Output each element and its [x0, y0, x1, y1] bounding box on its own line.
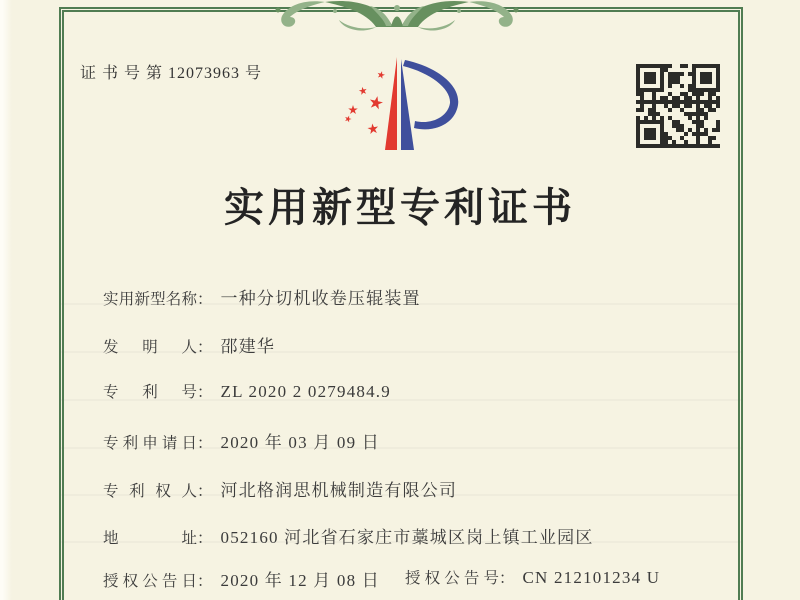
- field-colon: ：: [197, 384, 213, 401]
- field-value: 河北格润思机械制造有限公司: [220, 481, 458, 500]
- scan-artifact-line: [60, 494, 742, 496]
- scan-artifact-line: [60, 351, 742, 353]
- scan-artifact-line: [60, 447, 742, 449]
- field-colon: ：: [499, 570, 515, 587]
- field-row-patentee: [103, 476, 457, 501]
- field-colon: ：: [197, 573, 213, 590]
- field-value: 邵建华: [220, 337, 276, 356]
- logo-blue-mast: [401, 59, 414, 150]
- field-value: 2020 年 03 月 09 日: [220, 433, 380, 452]
- field-colon: ：: [197, 435, 213, 452]
- field-label: 专利申请日: [103, 435, 197, 452]
- field-label: 专利权人: [103, 483, 197, 500]
- logo-blue-bowl: [403, 60, 458, 129]
- field-row-address: [103, 523, 594, 548]
- field-label: 实用新型名称: [103, 291, 197, 308]
- field-colon: ：: [197, 339, 213, 356]
- field-value: 一种分切机收卷压辊装置: [220, 289, 421, 308]
- scan-artifact-line: [60, 399, 742, 401]
- field-colon: ：: [197, 530, 213, 547]
- field-value: CN 212101234 U: [522, 568, 661, 587]
- field-value: ZL 2020 2 0279484.9: [220, 382, 391, 401]
- scan-page-edge: [0, 0, 12, 600]
- field-row-utility-model-name: [103, 284, 421, 309]
- certificate-title: 实用新型专利证书: [224, 185, 576, 230]
- field-row-grant-number: [405, 566, 660, 588]
- certificate-number: 证 书 号 第 12073963 号: [80, 65, 263, 82]
- field-value: 052160 河北省石家庄市藁城区岗上镇工业园区: [220, 528, 594, 547]
- field-label: 授权公告日: [103, 573, 197, 590]
- logo-red-wedge: [385, 57, 397, 150]
- field-value: 2020 年 12 月 08 日: [220, 571, 380, 590]
- scan-artifact-line: [60, 303, 742, 305]
- field-row-grant-date: [103, 566, 380, 591]
- logo-stars: [344, 70, 386, 134]
- field-label: 地址: [103, 530, 197, 547]
- cnipa-patent-logo: [330, 46, 490, 166]
- field-row-filing-date: [103, 428, 380, 453]
- field-colon: ：: [197, 483, 213, 500]
- scan-artifact-line: [60, 541, 742, 543]
- field-row-inventor: [103, 332, 275, 357]
- qr-code: [636, 64, 720, 148]
- field-label: 专利号: [103, 384, 197, 401]
- field-label: 授权公告号: [405, 570, 499, 587]
- field-colon: ：: [197, 291, 213, 308]
- top-flourish-ornament: [272, 0, 522, 33]
- field-label: 发明人: [103, 339, 197, 356]
